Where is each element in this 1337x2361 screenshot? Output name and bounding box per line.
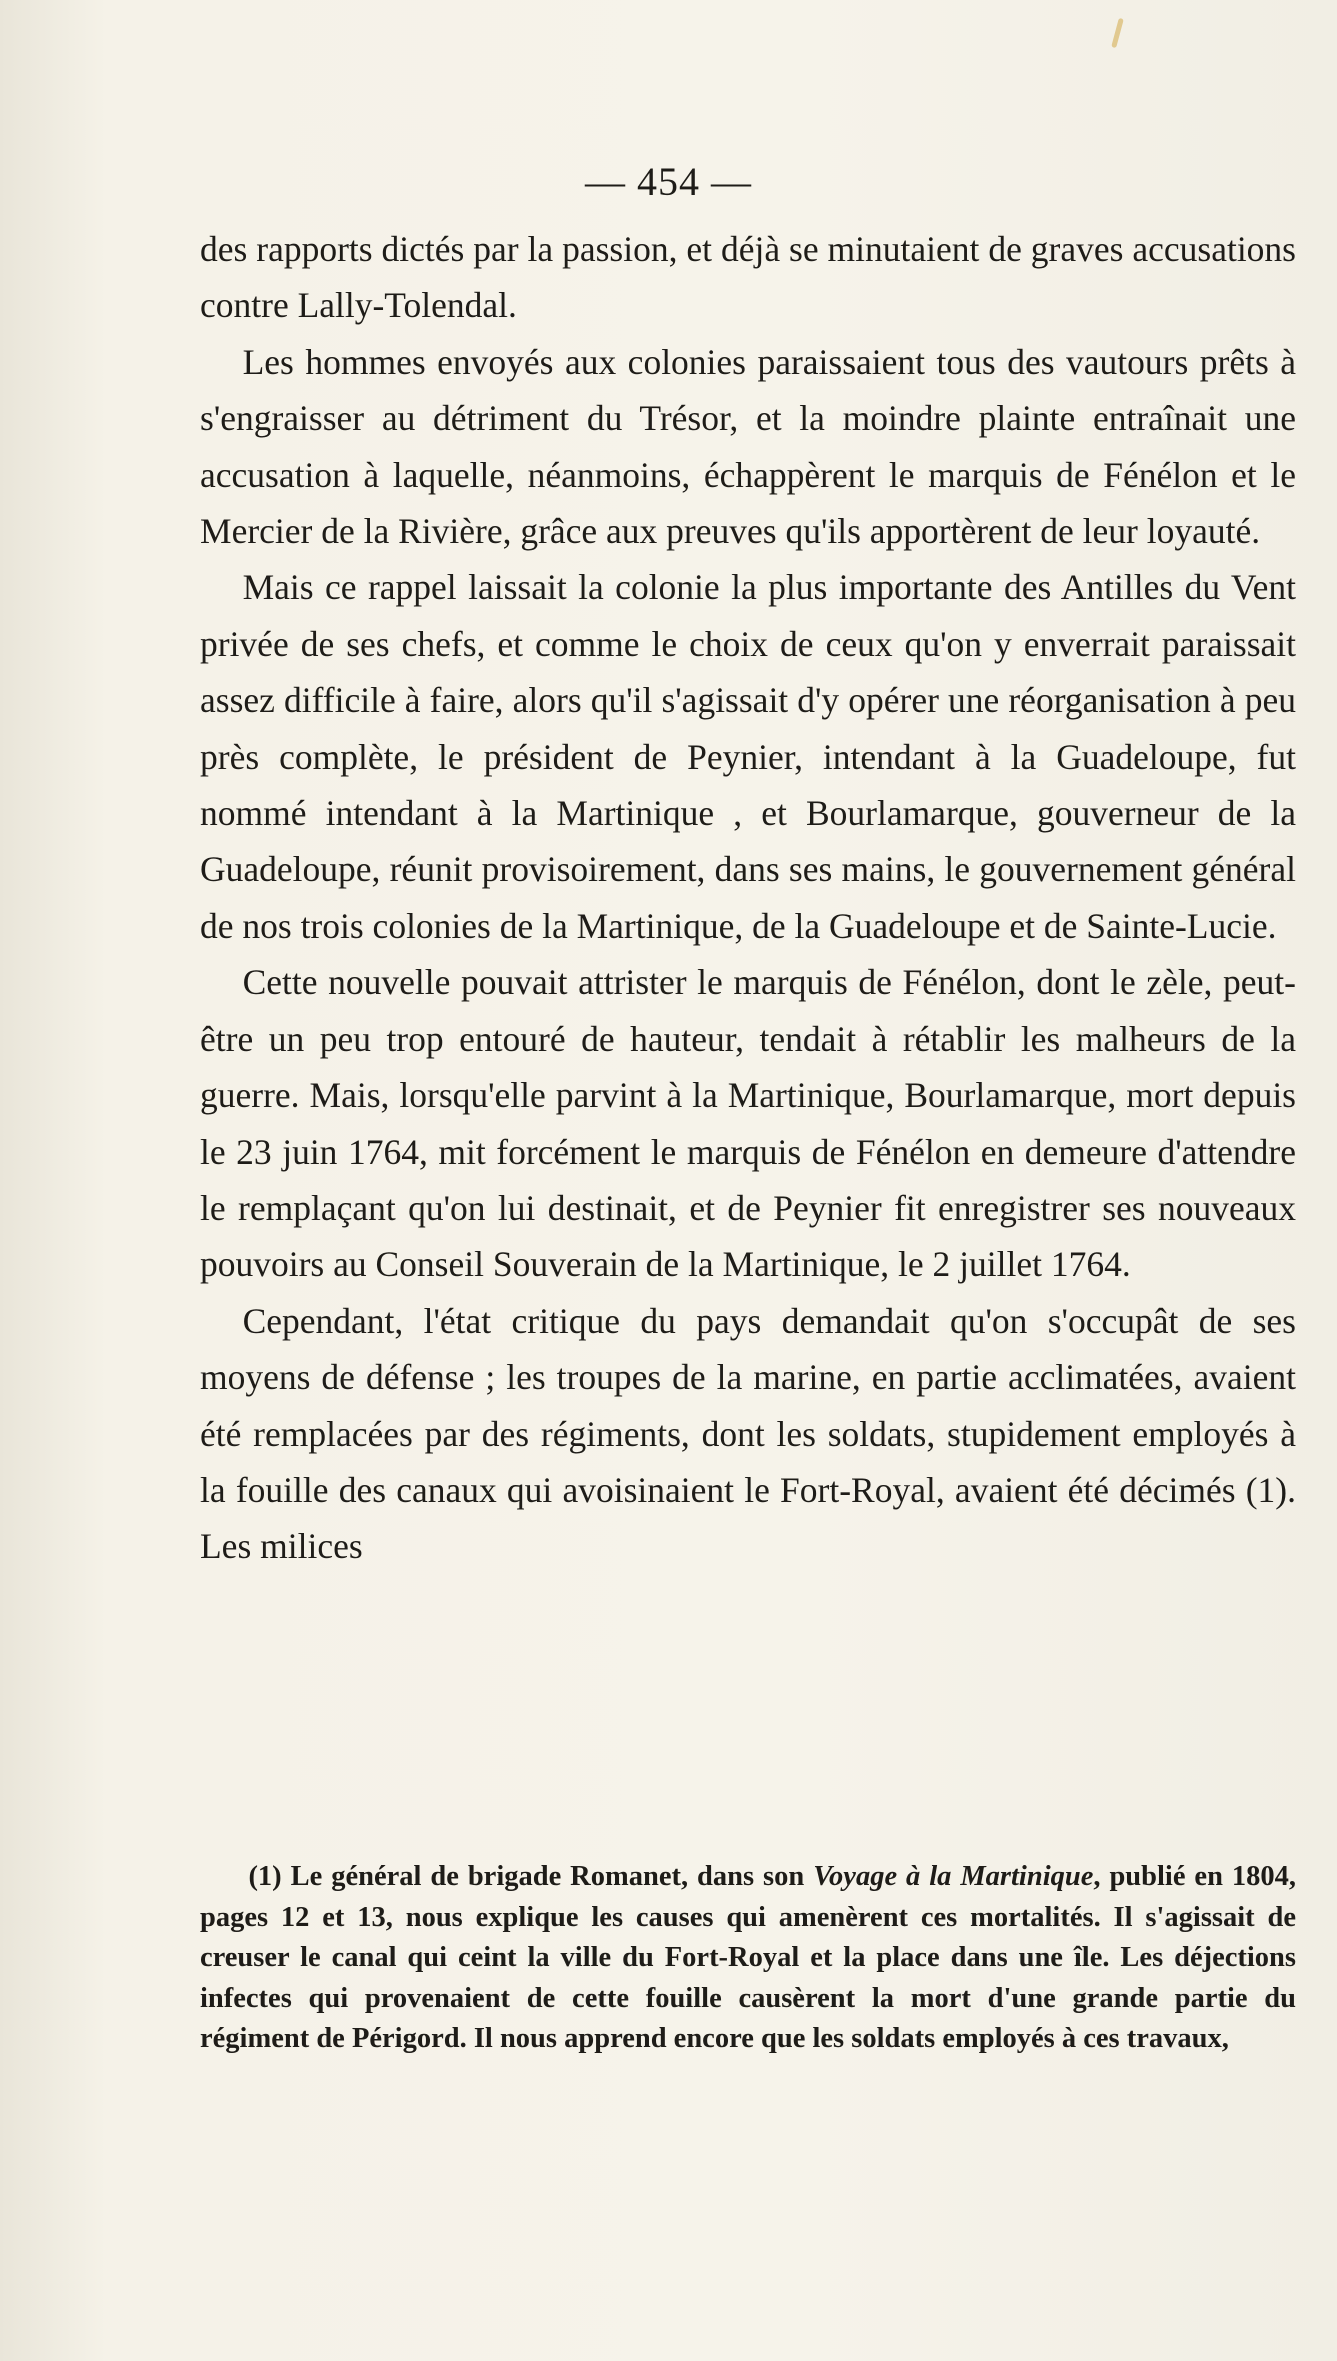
footnotes bbox=[200, 1857, 1296, 2060]
page-number: — 454 — bbox=[585, 159, 752, 204]
paragraph: Les hommes envoyés aux colonies paraissaient tous des vautours prêts à s'engraisser au détriment du Trésor, et la moindre plainte entraînait une accusation à laquelle, néanmoins, échappèrent le marquis de Fénélon et le Mercier de la Rivière, grâce aux preuves qu'ils apportèrent de leur loyauté. bbox=[200, 341, 1296, 552]
footnote-text-end: , publié en 1804, pages 12 et 13, nous explique les causes qui amenèrent ces mortalités. Il s'agissait de creuser le canal qui ceint la ville du Fort-Royal et la place dans une île. Les déjections infectes qui provenaient de cette fouille causèrent la mort d'une grande partie du régiment de Périgord. Il nous apprend encore que les soldats employés à ces travaux, bbox=[200, 1861, 1296, 2054]
paragraph: Cette nouvelle pouvait attrister le marquis de Fénélon, dont le zèle, peut-être un peu trop entouré de hauteur, tendait à rétablir les malheurs de la guerre. Mais, lorsqu'elle parvint à la Martinique, Bourlamarque, mort depuis le 23 juin 1764, mit forcément le marquis de Fénélon en demeure d'attendre le remplaçant qu'on lui destinait, et de Peynier fit enregistrer ses nouveaux pouvoirs au Conseil Souverain de la Martinique, le 2 juillet 1764. bbox=[200, 962, 1296, 1285]
paragraph: Cependant, l'état critique du pays demandait qu'on s'occupât de ses moyens de défense ; les troupes de la marine, en partie acclimatées, avaient été remplacées par des régiments, dont les soldats, stupidement employés à la fouille des canaux qui avoisinaient le Fort-Royal, avaient été décimés (1). Les milices bbox=[200, 1300, 1296, 1567]
footnote bbox=[200, 1857, 1296, 2060]
footnote-book-title: Voyage à la Martinique bbox=[813, 1861, 1094, 1892]
paragraph: des rapports dictés par la passion, et déjà se minutaient de graves accusations contre Lally-Tolendal. bbox=[200, 229, 1296, 326]
ink-stain bbox=[1111, 18, 1124, 48]
paragraph: Mais ce rappel laissait la colonie la plus importante des Antilles du Vent privée de ses chefs, et comme le choix de ceux qu'on y enverrait paraissait assez difficile à faire, alors qu'il s'agissait d'y opérer une réorganisation à peu près complète, le président de Peynier, intendant à la Guadeloupe, fut nommé intendant à la Martinique , et Bourlamarque, gouverneur de la Guadeloupe, réunit provisoirement, dans ses mains, le gouvernement général de nos trois colonies de la Martinique, de la Guadeloupe et de Sainte-Lucie. bbox=[200, 567, 1296, 946]
main-text bbox=[200, 221, 1296, 1575]
footnote-text-start: (1) Le général de brigade Romanet, dans son bbox=[248, 1861, 814, 1892]
